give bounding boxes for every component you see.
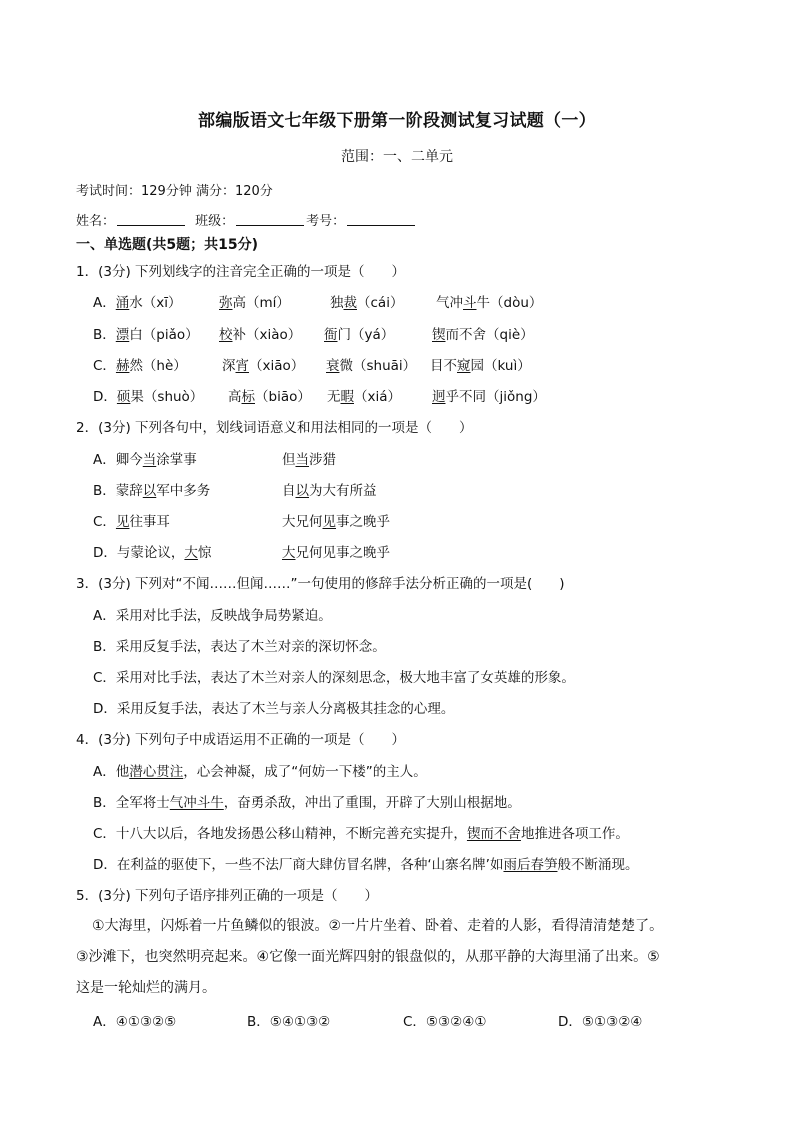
- q2-option-c2: 大兄何见事之晚乎: [282, 514, 390, 530]
- q3-option-c: C．采用对比手法，表达了木兰对亲人的深刻思念，极大地丰富了女英雄的形象。: [93, 670, 575, 686]
- q1-option-b2: 校补（xiào）: [219, 327, 302, 343]
- q5-option-b: B．⑤④①③②: [247, 1014, 331, 1030]
- q1-option-a4: 气冲斗牛（dòu）: [436, 295, 543, 311]
- q1-option-d4: 迥乎不同（jiǒng）: [432, 389, 546, 405]
- question-4-stem: 4．(3分) 下列句子中成语运用不正确的一项是（ ）: [76, 732, 406, 748]
- q1-option-c1: C．赫然（hè）: [93, 358, 187, 374]
- q5-passage-line-1: ①大海里，闪烁着一片鱼鳞似的银波。②一片片坐着、卧着、走着的人影，看得清清楚楚了。: [92, 918, 664, 934]
- q1-option-a1: A．涌水（xī）: [93, 295, 182, 311]
- q2-option-d2: 大兄何见事之晚乎: [282, 545, 390, 561]
- q4-option-a: A．他潜心贯注，心会神凝，成了“何妨一下楼”的主人。: [93, 764, 427, 780]
- q1-option-c4: 目不窥园（kuì）: [430, 358, 531, 374]
- q3-option-d: D．采用反复手法，表达了木兰与亲人分离极其挂念的心理。: [93, 701, 455, 717]
- section-heading: 一、单选题(共5题；共15分): [76, 237, 259, 253]
- q5-option-d: D．⑤①③②④: [558, 1014, 643, 1030]
- name-field[interactable]: [117, 213, 185, 226]
- class-field[interactable]: [236, 213, 304, 226]
- number-label: 考号：: [306, 214, 346, 229]
- q2-option-a1: A．卿今当涂掌事: [93, 452, 197, 468]
- student-info-row: [76, 210, 417, 229]
- q3-option-a: A．采用对比手法，反映战争局势紧迫。: [93, 608, 332, 624]
- q1-option-c2: 深宵（xiāo）: [222, 358, 305, 374]
- q5-passage-line-2: ③沙滩下，也突然明亮起来。④它像一面光辉四射的银盘似的，从那平静的大海里涌了出来。⑤: [76, 949, 660, 965]
- q1-option-b4: 锲而不舍（qiè）: [432, 327, 534, 343]
- page-subtitle: 范围：一、二单元: [341, 149, 453, 165]
- q1-option-b1: B．漂白（piǎo）: [93, 327, 199, 343]
- q3-option-b: B．采用反复手法，表达了木兰对亲的深切怀念。: [93, 639, 386, 655]
- number-field[interactable]: [347, 213, 415, 226]
- q1-option-d2: 高标（biāo）: [228, 389, 311, 405]
- question-5-stem: 5．(3分) 下列句子语序排列正确的一项是（ ）: [76, 888, 379, 904]
- q2-option-c1: C．见往事耳: [93, 514, 170, 530]
- class-label: 班级：: [195, 214, 235, 229]
- q1-option-d3: 无暇（xiá）: [327, 389, 402, 405]
- q1-option-b3: 衙门（yá）: [324, 327, 395, 343]
- q1-option-c3: 衰微（shuāi）: [326, 358, 417, 374]
- q5-passage-line-3: 这是一轮灿烂的满月。: [76, 980, 216, 996]
- q5-option-a: A．④①③②⑤: [93, 1014, 177, 1030]
- exam-info: 考试时间：129分钟 满分：120分: [76, 184, 273, 199]
- q1-option-a2: 弥高（mí）: [219, 295, 290, 311]
- q4-option-b: B．全军将士气冲斗牛，奋勇杀敌，冲出了重围，开辟了大别山根据地。: [93, 795, 521, 811]
- name-label: 姓名：: [76, 214, 116, 229]
- page-title: 部编版语文七年级下册第一阶段测试复习试题（一）: [198, 111, 596, 131]
- q1-option-d1: D．硕果（shuò）: [93, 389, 204, 405]
- q4-option-c: C．十八大以后，各地发扬愚公移山精神，不断完善充实提升，锲而不舍地推进各项工作。: [93, 826, 629, 842]
- q2-option-b1: B．蒙辞以军中多务: [93, 483, 211, 499]
- question-2-stem: 2．(3分) 下列各句中，划线词语意义和用法相同的一项是（ ）: [76, 420, 473, 436]
- q4-option-d: D．在利益的驱使下，一些不法厂商大肆仿冒名牌，各种‘山寨名牌’如雨后春笋般不断涌现。: [93, 857, 639, 873]
- q1-option-a3: 独裁（cái）: [330, 295, 404, 311]
- question-3-stem: 3．(3分) 下列对“不闻……但闻……”一句使用的修辞手法分析正确的一项是( ): [76, 576, 565, 592]
- q2-option-a2: 但当涉猎: [282, 452, 336, 468]
- q2-option-d1: D．与蒙论议，大惊: [93, 545, 212, 561]
- q2-option-b2: 自以为大有所益: [282, 483, 377, 499]
- question-1-stem: 1．(3分) 下列划线字的注音完全正确的一项是（ ）: [76, 264, 406, 280]
- q5-option-c: C．⑤③②④①: [403, 1014, 487, 1030]
